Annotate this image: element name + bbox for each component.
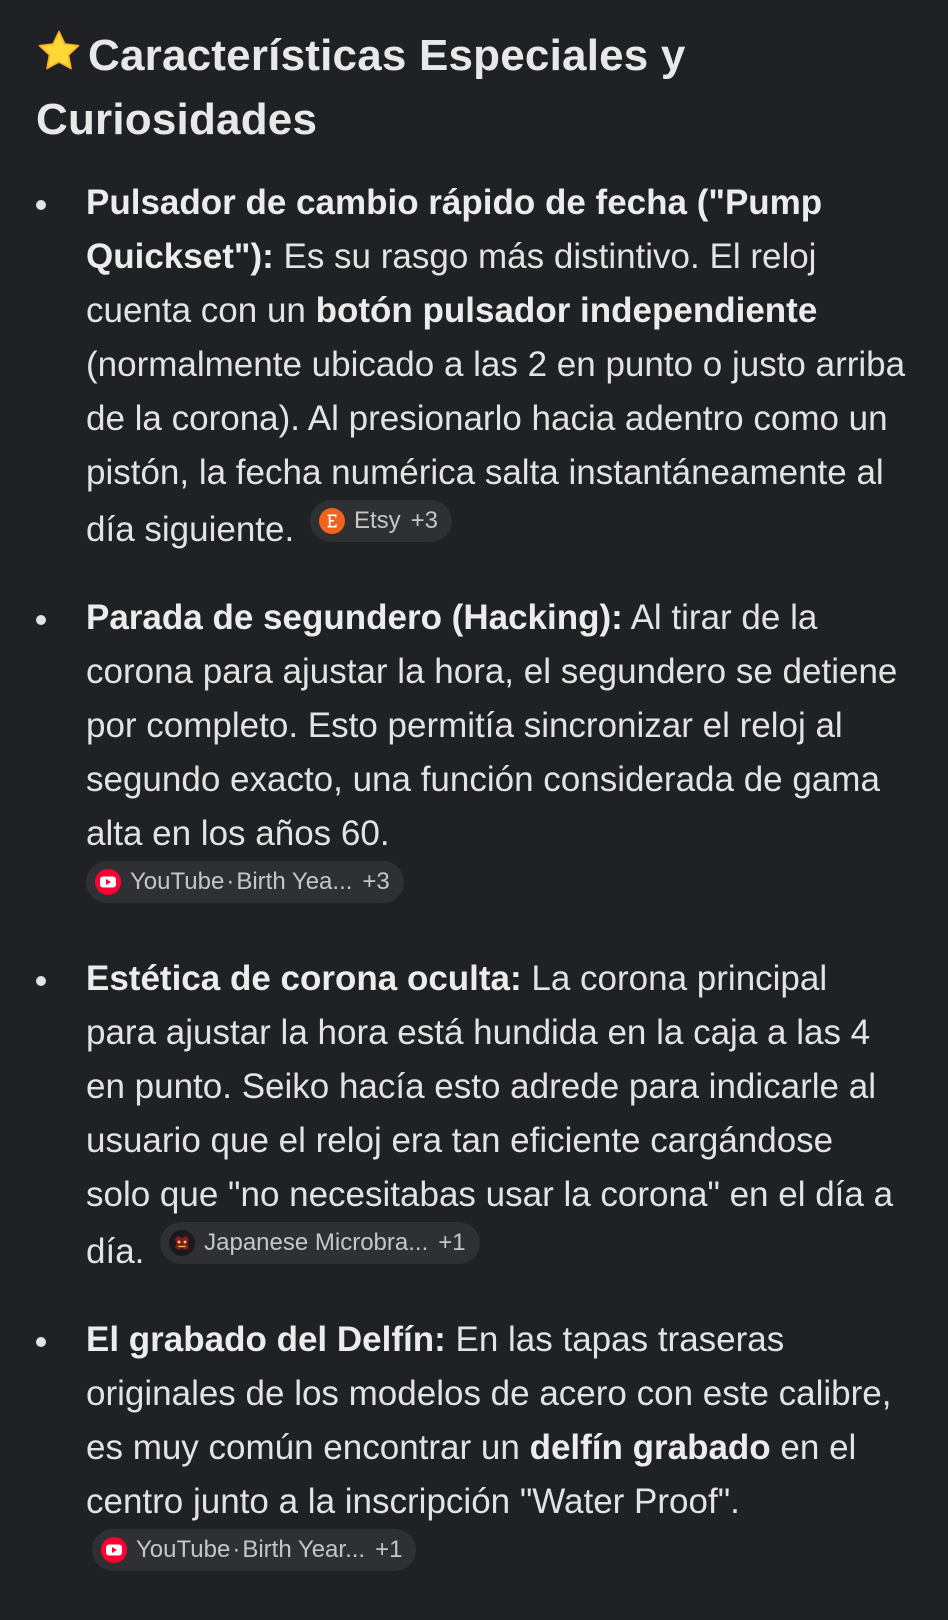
chip-label: Japanese Microbra...: [204, 1229, 429, 1256]
chip-label: YouTube: [136, 1536, 231, 1563]
item-title: Parada de segundero (Hacking):: [86, 598, 623, 637]
item-text: en el centro junto a la inscripción "Water Proof".: [86, 1428, 857, 1521]
chip-count: +1: [438, 1229, 466, 1256]
item-text: Al tirar de la corona para ajustar la hora, el segundero se detiene por completo. Esto permitía sincronizar el reloj al segundo exacto, una función considerada de gama alta en los años 60.: [86, 598, 898, 853]
bullet-dot: [36, 200, 46, 210]
chip-label: YouTube: [130, 868, 225, 895]
list-item: [36, 952, 906, 1279]
heading-line-2: Curiosidades: [36, 95, 318, 144]
chip-label: Etsy: [353, 507, 401, 534]
source-chip[interactable]: [92, 1529, 416, 1571]
star-icon: [36, 28, 88, 74]
item-title: El grabado del Delfín:: [86, 1320, 446, 1359]
chip-count: +1: [375, 1536, 403, 1563]
list-item: [36, 1313, 906, 1586]
section-heading: [36, 24, 906, 152]
chip-count: +3: [410, 507, 439, 534]
feature-list: [36, 176, 906, 1586]
bullet-dot: [36, 1337, 46, 1347]
list-item: [36, 176, 906, 557]
chip-count: +3: [362, 868, 390, 895]
item-text: Es su rasgo más distintivo. El reloj cuenta con un: [86, 237, 817, 330]
chip-label-secondary: Birth Year...: [242, 1536, 366, 1563]
etsy-icon: [318, 507, 346, 535]
microbrand-icon: [168, 1229, 196, 1257]
item-title: Pulsador de cambio rápido de fecha ("Pump Quickset"):: [86, 183, 823, 276]
bullet-dot: [36, 615, 46, 625]
chip-label-secondary: Birth Yea...: [236, 868, 353, 895]
item-text: En las tapas traseras originales de los modelos de acero con este calibre, es muy común encontrar un: [86, 1320, 892, 1467]
response-content: [36, 24, 906, 1620]
youtube-icon: [100, 1536, 128, 1564]
source-chip[interactable]: [310, 500, 452, 542]
source-chip[interactable]: [160, 1222, 479, 1264]
chip-separator: ·: [226, 868, 235, 895]
item-bold-text: delfín grabado: [529, 1428, 771, 1467]
item-bold-text: botón pulsador independiente: [315, 291, 818, 330]
youtube-icon: [94, 868, 122, 896]
source-chip[interactable]: [86, 861, 404, 903]
bullet-dot: [36, 976, 46, 986]
item-title: Estética de corona oculta:: [86, 959, 522, 998]
item-text: La corona principal para ajustar la hora está hundida en la caja a las 4 en punto. Seiko hacía esto adrede para indicarle al usuario que el reloj era tan eficiente cargándose solo que "no necesitabas usar la corona" en el día a día.: [86, 959, 894, 1271]
heading-line-1: Características Especiales y: [88, 31, 686, 80]
chip-separator: ·: [232, 1536, 241, 1563]
list-item: [36, 591, 906, 918]
item-text: (normalmente ubicado a las 2 en punto o justo arriba de la corona). Al presionarlo hacia adentro como un pistón, la fecha numérica salta instantáneamente al día siguiente.: [86, 345, 906, 549]
